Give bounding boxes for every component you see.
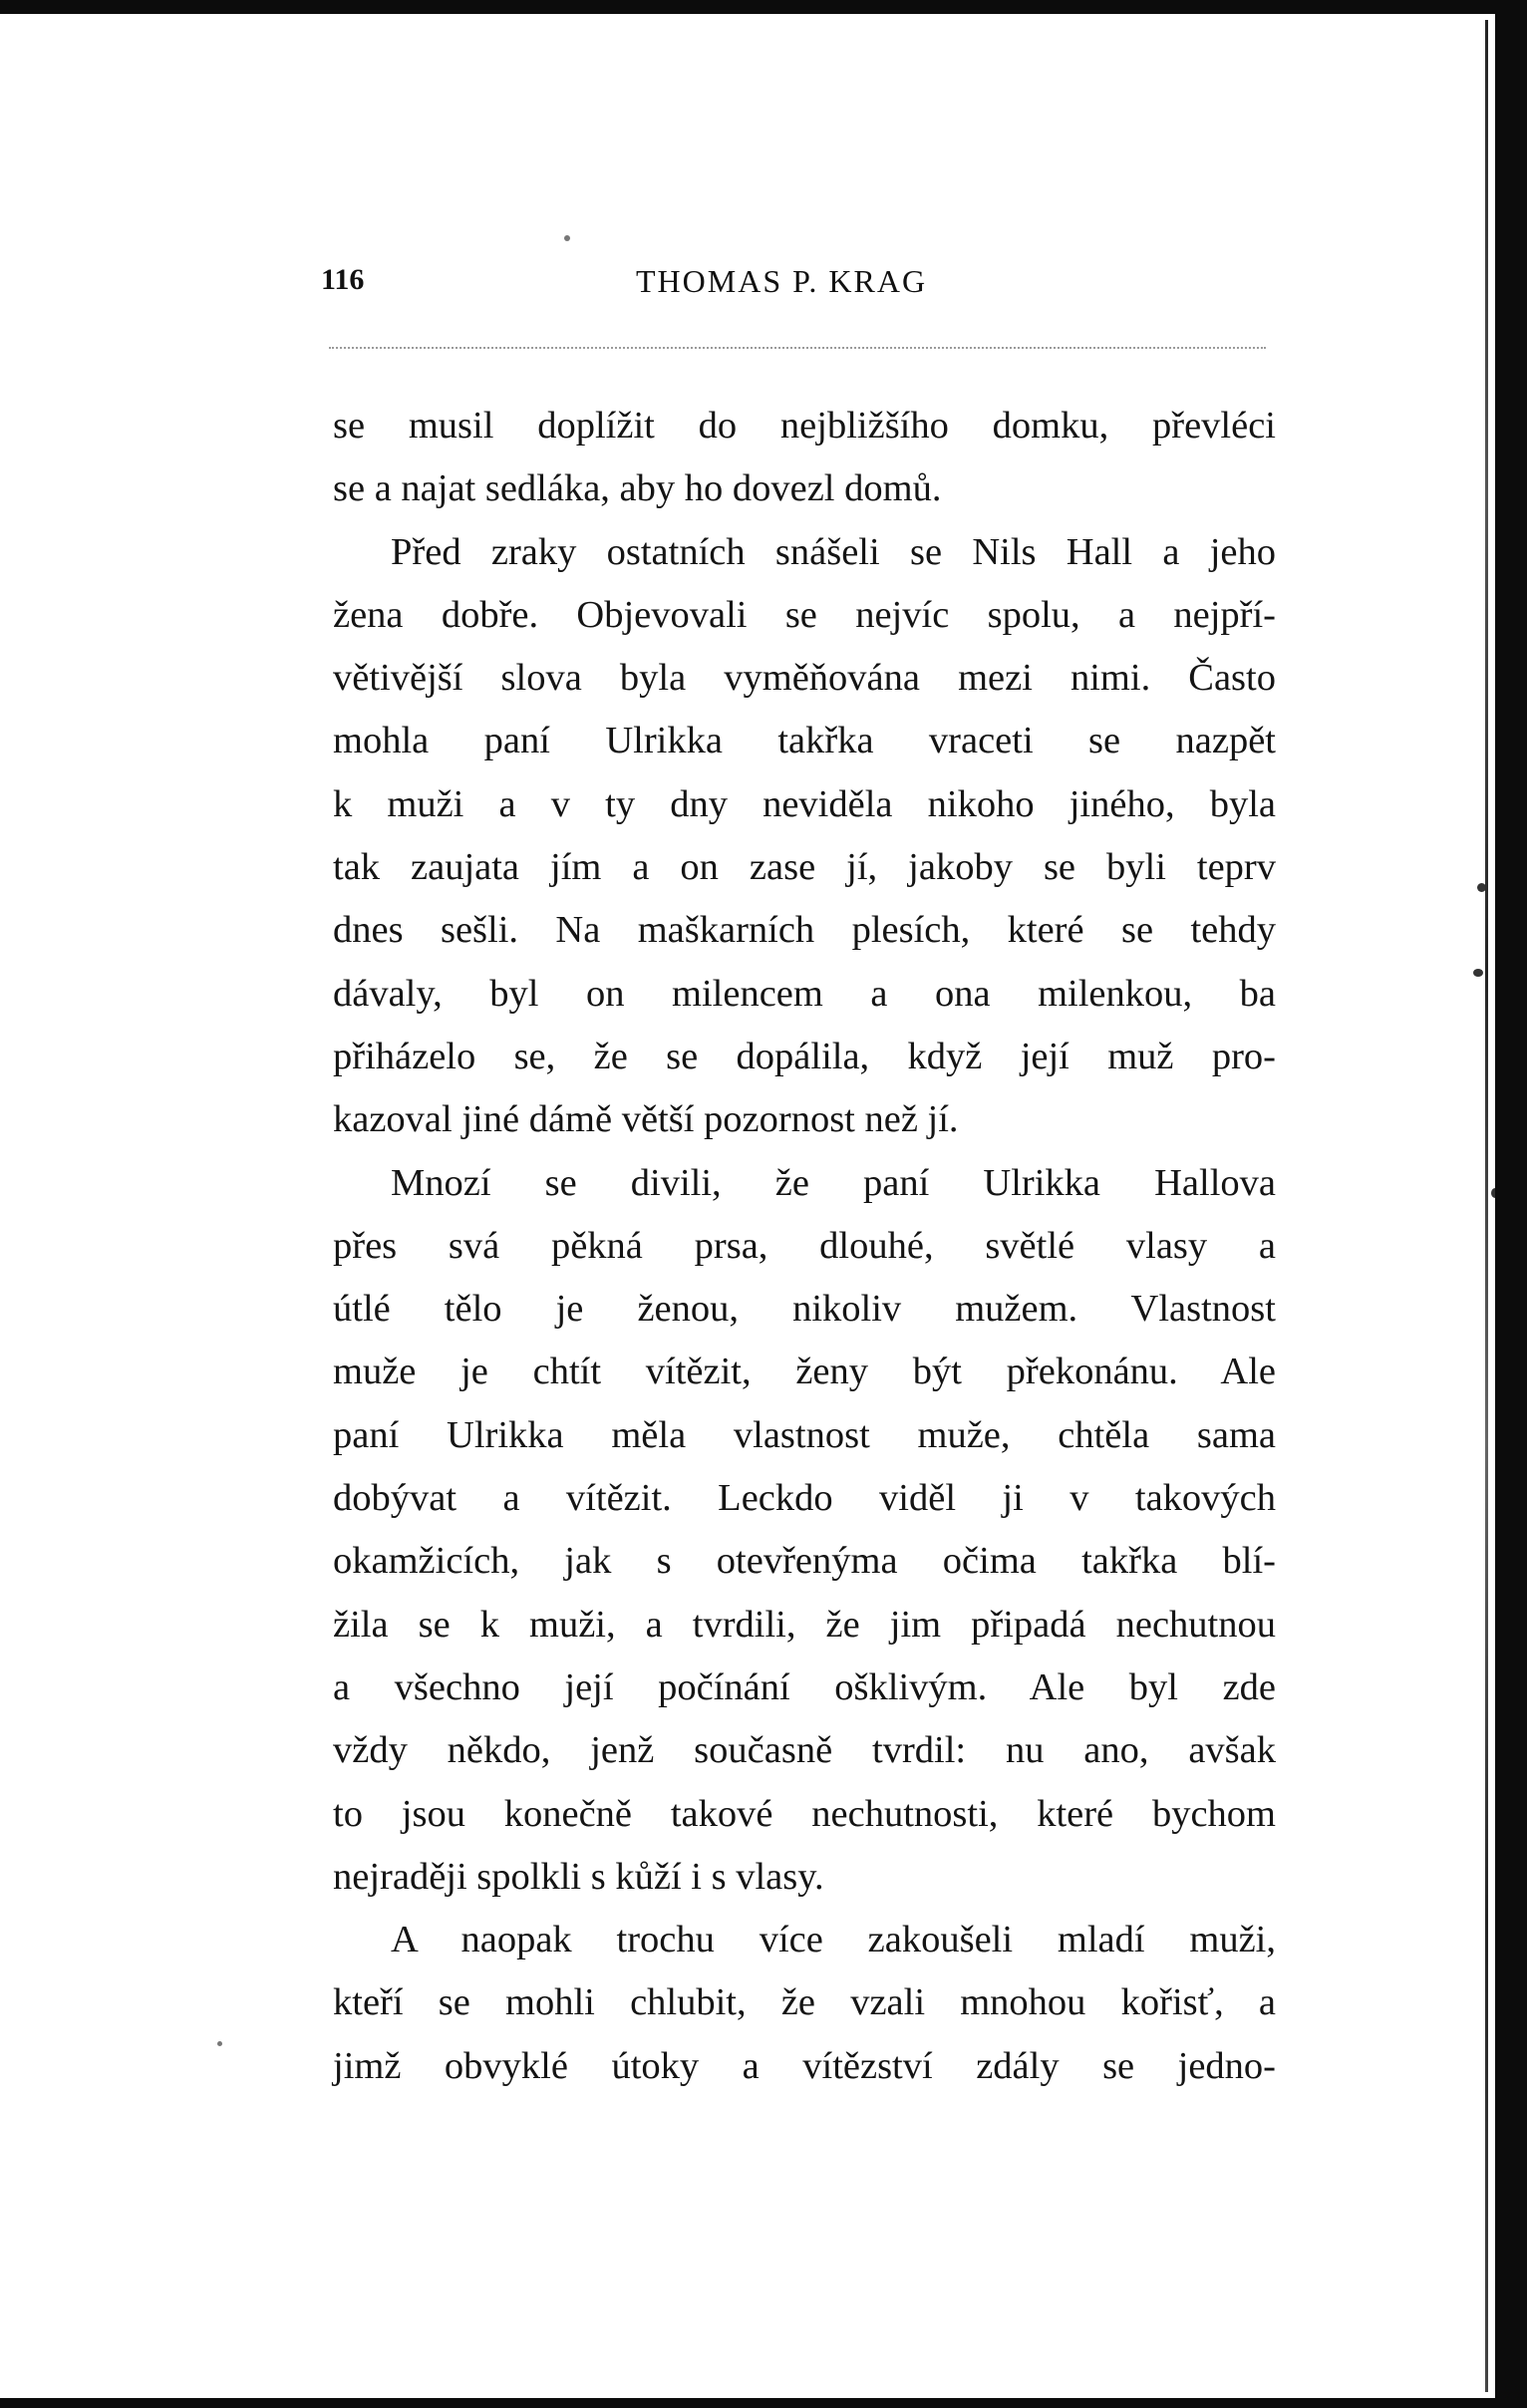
book-page [0,14,1495,2398]
body-text [333,395,1276,2098]
text-line: větivější slova byla vyměňována mezi nimi. Často [333,657,1276,700]
text-line: paní Ulrikka měla vlastnost muže, chtěla sama [333,1413,1276,1456]
paragraph-first-line: Mnozí se divili, že paní Ulrikka Hallova [391,1161,1276,1204]
paragraph-first-line: Před zraky ostatních snášeli se Nils Hall a jeho [391,530,1276,573]
scan-border [1495,0,1527,2408]
header-rule [329,347,1266,349]
text-line: se a najat sedláka, aby ho dovezl domů. [333,467,942,510]
text-line: okamžicích, jak s otevřenýma očima takřka blí- [333,1540,1276,1583]
running-head: THOMAS P. KRAG [636,263,928,299]
text-line: přes svá pěkná prsa, dlouhé, světlé vlasy a [333,1224,1276,1267]
text-line: jimž obvyklé útoky a vítězství zdály se jedno- [333,2044,1276,2087]
scan-speck [564,235,570,241]
page-number: 116 [321,263,365,296]
text-line: nejraději spolkli s kůží i s vlasy. [333,1855,824,1898]
scan-speck [1473,969,1483,977]
scan-speck [217,2041,222,2046]
page-header [321,263,1278,303]
text-line: žila se k muži, a tvrdili, že jim připadá nechutnou [333,1603,1276,1646]
text-line: mohla paní Ulrikka takřka vraceti se nazpět [333,720,1276,762]
text-line: vždy někdo, jenž současně tvrdil: nu ano, avšak [333,1729,1276,1772]
text-line: tak zaujata jím a on zase jí, jakoby se byli teprv [333,846,1276,889]
text-line: a všechno její počínání ošklivým. Ale byl zde [333,1665,1276,1708]
text-line: kteří se mohli chlubit, že vzali mnohou kořisť, a [333,1981,1276,2024]
text-line: kazoval jiné dámě větší pozornost než jí. [333,1098,959,1141]
text-line: žena dobře. Objevovali se nejvíc spolu, a nejpří- [333,593,1276,636]
scan-gutter-line [1485,20,1488,2392]
text-line: přiházelo se, že se dopálila, když její muž pro- [333,1035,1276,1077]
text-line: k muži a v ty dny neviděla nikoho jiného, byla [333,782,1276,825]
text-line: útlé tělo je ženou, nikoliv mužem. Vlastnost [333,1288,1276,1331]
text-line: dávaly, byl on milencem a ona milenkou, ba [333,972,1276,1015]
text-line: dobývat a vítězit. Leckdo viděl ji v takových [333,1477,1276,1520]
text-line: dnes sešli. Na maškarních plesích, které se tehdy [333,909,1276,952]
text-line: muže je chtít vítězit, ženy být překonánu. Ale [333,1351,1276,1393]
text-line: to jsou konečně takové nechutnosti, které bychom [333,1792,1276,1835]
paragraph-first-line: A naopak trochu více zakoušeli mladí muži, [391,1919,1276,1961]
text-line: se musil doplížit do nejbližšího domku, převléci [333,405,1276,447]
